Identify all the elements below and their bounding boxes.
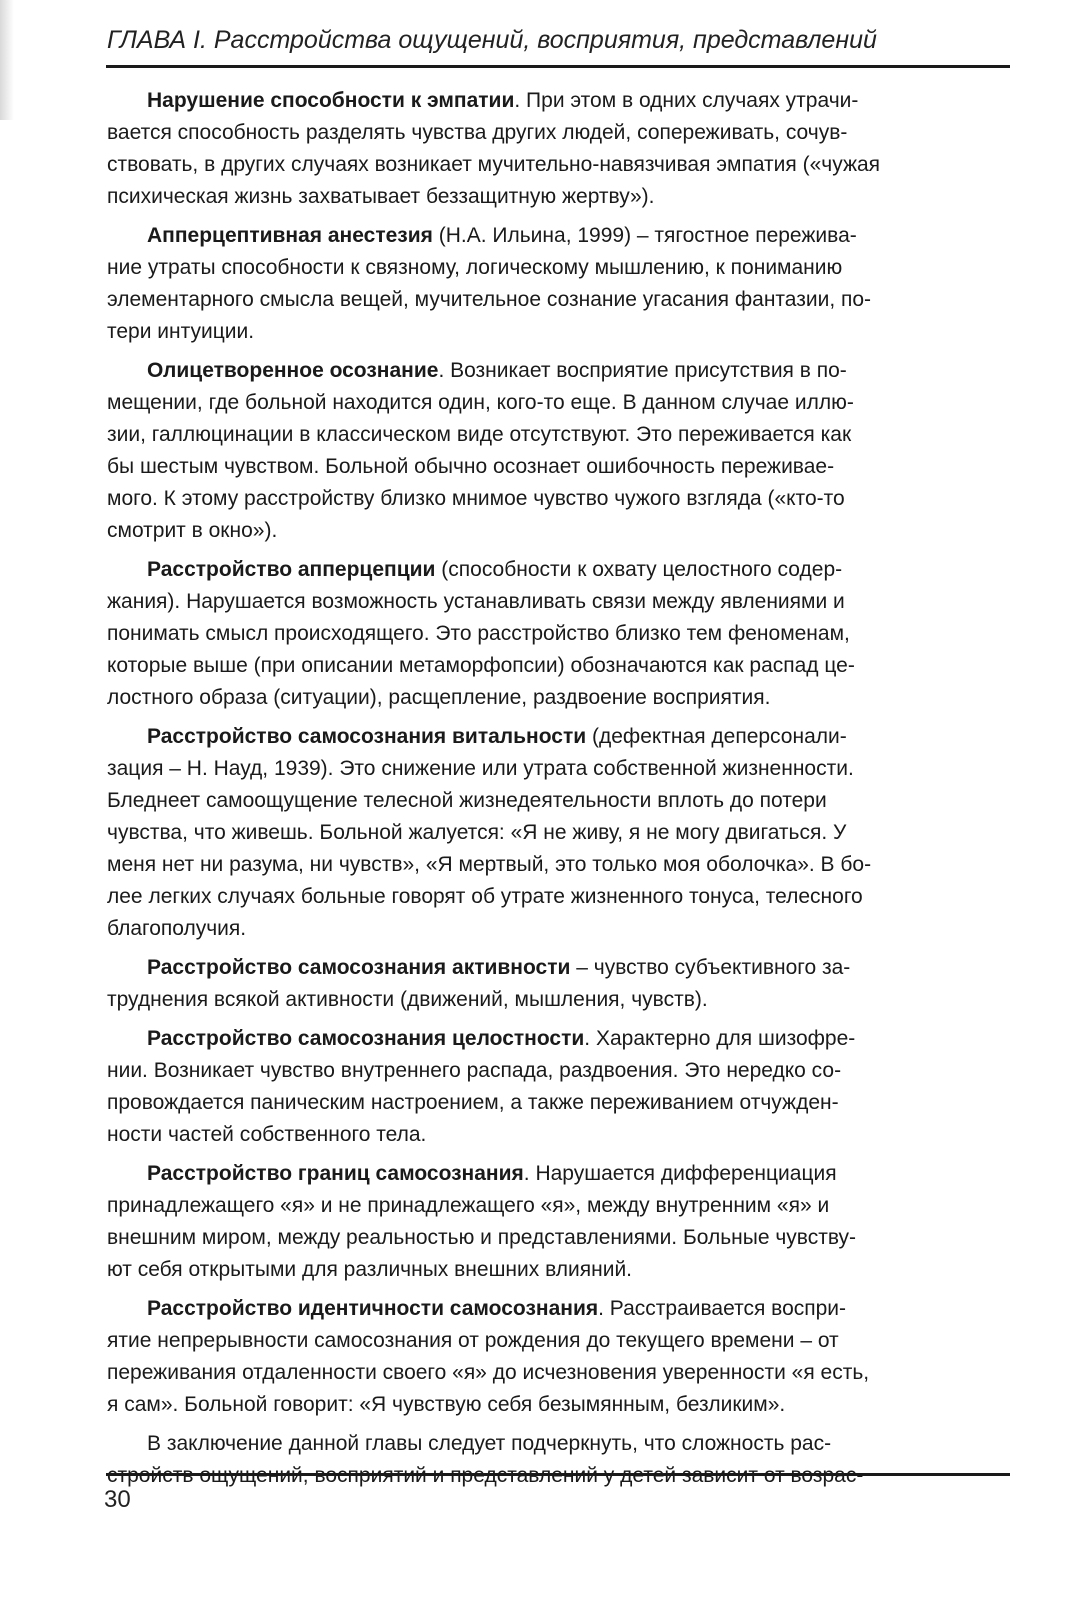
paragraph-identity-disorder [107, 1293, 1007, 1421]
term-personified-awareness: Олицетворенное осознание [147, 359, 439, 382]
body-text [107, 85, 1007, 1499]
paragraph-activity-disorder [107, 952, 1007, 1016]
header-rule [106, 65, 1010, 68]
paragraph-apperception-disorder [107, 554, 1007, 714]
page-edge-shadow [0, 0, 14, 120]
text-vitality-disorder: (дефектная деперсонали- зация – Н. Науд, 1939). Это снижение или утрата собственной жизненности. Бледнеет самоощущение телесной жизнедеятельности вплоть до потери чувства, что живешь. Больной жалуется: «Я не живу, я не могу двигаться. У меня нет ни разума, ни чувств», «Я мертвый, это только моя оболочка». В бо- лее легких случаях больные говорят об утрате жизненного тонуса, телесного благополучия. [107, 725, 872, 940]
term-apperceptive-anesthesia: Апперцептивная анестезия [147, 224, 433, 247]
term-activity-disorder: Расстройство самосознания активности [147, 956, 571, 979]
text-identity-disorder: . Расстраивается воспри- ятие непрерывности самосознания от рождения до текущего времени – от переживания отдаленности своего «я» до исчезновения уверенности «я есть, я сам». Больной говорит: «Я чувствую себя безымянным, безликим». [107, 1297, 870, 1416]
term-boundaries-disorder: Расстройство границ самосознания [147, 1162, 524, 1185]
paragraph-empathy [107, 85, 1007, 213]
text-activity-disorder: – чувство субъективного за- труднения всякой активности (движений, мышления, чувств). [107, 956, 851, 1011]
term-empathy: Нарушение способности к эмпатии [147, 89, 515, 112]
page-number: 30 [104, 1486, 131, 1513]
paragraph-personified-awareness [107, 355, 1007, 547]
term-apperception-disorder: Расстройство апперцепции [147, 558, 436, 581]
text-personified-awareness: . Возникает восприятие присутствия в по- мещении, где больной находится один, кого-то еще. В данном случае иллю- зии, галлюцинации в классическом виде отсутствуют. Это переживается как бы шестым чувством. Больной обычно осознает ошибочность переживае- мого. К этому расстройству близко мнимое чувство чужого взгляда («кто-то смотрит в окно»). [107, 359, 854, 542]
term-identity-disorder: Расстройство идентичности самосознания [147, 1297, 599, 1320]
footer-rule [106, 1473, 1010, 1476]
text-apperception-disorder: (способности к охвату целостного содер- жания). Нарушается возможность устанавливать связи между явлениями и понимать смысл происходящего. Это расстройство близко тем феноменам, которые выше (при описании метаморфопсии) обозначаются как распад це- лостного образа (ситуации), расщепление, раздвоение восприятия. [107, 558, 855, 709]
text-conclusion: В заключение данной главы следует подчеркнуть, что сложность рас- [147, 1432, 832, 1455]
term-integrity-disorder: Расстройство самосознания целостности [147, 1027, 585, 1050]
paragraph-vitality-disorder [107, 721, 1007, 945]
text-apperceptive-anesthesia: (Н.А. Ильина, 1999) – тягостное пережива- ние утраты способности к связному, логическому мышлению, к пониманию элементарного смысла вещей, мучительное сознание угасания фантазии, по- тери интуиции. [107, 224, 872, 343]
text-integrity-disorder: . Характерно для шизофре- нии. Возникает чувство внутреннего распада, раздвоения. Это нередко со- провождается паническим настроением, а также переживанием отчужден- ности частей собственного тела. [107, 1027, 856, 1146]
text-boundaries-disorder: . Нарушается дифференциация принадлежащего «я» и не принадлежащего «я», между внутренним «я» и внешним миром, между реальностью и представлениями. Больные чувству- ют себя открытыми для различных внешних влияний. [107, 1162, 857, 1281]
text-empathy: . При этом в одних случаях утрачи- вается способность разделять чувства других людей, сопереживать, сочув- ствовать, в других случаях возникает мучительно-навязчивая эмпатия («чужая психическая жизнь захватывает беззащитную жертву»). [107, 89, 881, 208]
paragraph-integrity-disorder [107, 1023, 1007, 1151]
paragraph-boundaries-disorder [107, 1158, 1007, 1286]
paragraph-apperceptive-anesthesia [107, 220, 1007, 348]
term-vitality-disorder: Расстройство самосознания витальности [147, 725, 587, 748]
running-header: ГЛАВА I. Расстройства ощущений, восприятия, представлений [107, 26, 877, 54]
paragraph-conclusion [107, 1428, 1007, 1492]
